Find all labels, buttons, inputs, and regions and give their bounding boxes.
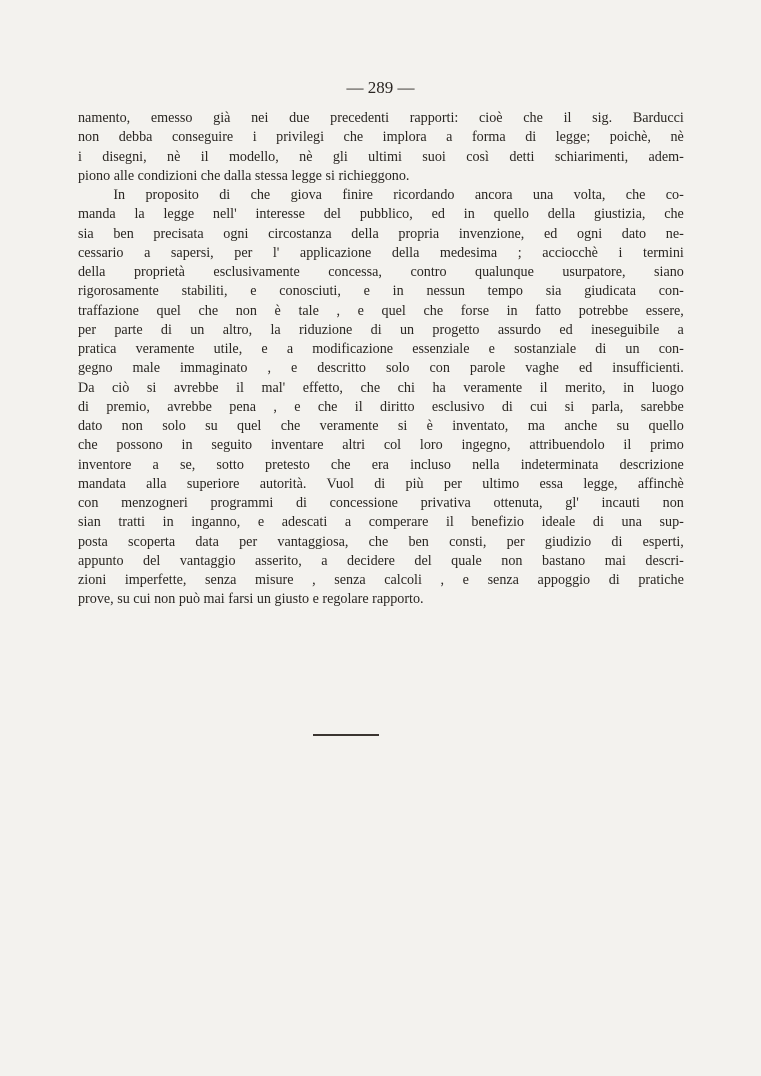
text-line: della proprietà esclusivamente concessa, contro qualunque usurpatore, siano	[78, 263, 684, 280]
text-line: che possono in seguito inventare altri col loro ingegno, attribuendolo il primo	[78, 436, 684, 454]
text-line: per parte di un altro, la riduzione di un progetto assurdo ed ineseguibile a	[78, 320, 684, 338]
text-line: zioni imperfette, senza misure , senza calcoli , e senza appoggio di pratiche	[78, 571, 684, 588]
text-line: posta scoperta data per vantaggiosa, che ben consti, per giudizio di esperti,	[78, 532, 684, 550]
text-line: traffazione quel che non è tale , e quel che forse in fatto potrebbe essere,	[78, 301, 684, 319]
text-line: sian tratti in inganno, e adescati a comperare il benefizio ideale di una sup-	[78, 513, 684, 531]
text-line: non debba conseguire i privilegi che implora a forma di legge; poichè, nè	[78, 128, 684, 146]
text-line: cessario a sapersi, per l' applicazione della medesima ; acciocchè i termini	[78, 243, 684, 261]
paragraph	[78, 108, 684, 185]
text-line: di premio, avrebbe pena , e che il diritto esclusivo di cui si parla, sarebbe	[78, 397, 684, 415]
text-line: inventore a se, sotto pretesto che era incluso nella indeterminata descrizione	[78, 455, 684, 473]
text-line: Da ciò si avrebbe il mal' effetto, che chi ha veramente il merito, in luogo	[78, 378, 684, 396]
text-line: sia ben precisata ogni circostanza della propria invenzione, ed ogni dato ne-	[78, 224, 684, 242]
text-line: prove, su cui non può mai farsi un giusto e regolare rapporto.	[78, 590, 424, 608]
text-line: namento, emesso già nei due precedenti rapporti: cioè che il sig. Barducci	[78, 109, 684, 126]
text-line: rigorosamente stabiliti, e conosciuti, e in nessun tempo sia giudicata con-	[78, 282, 684, 300]
text-line: manda la legge nell' interesse del pubblico, ed in quello della giustizia, che	[78, 205, 684, 223]
text-line: appunto del vantaggio asserito, a decidere del quale non bastano mai descri-	[78, 551, 684, 569]
body-text	[78, 108, 684, 609]
text-line: gegno male immaginato , e descritto solo con parole vaghe ed insufficienti.	[78, 359, 684, 377]
text-line: con menzogneri programmi di concessione privativa ottenuta, gl' incauti non	[78, 494, 684, 511]
text-line: piono alle condizioni che dalla stessa legge si richieggono.	[78, 166, 410, 184]
text-line: pratica veramente utile, e a modificazione essenziale e sostanziale di un con-	[78, 340, 684, 357]
paragraph	[78, 185, 684, 609]
text-line: In proposito di che giova finire ricordando ancora una volta, che co-	[113, 186, 684, 203]
page-number: — 289 —	[346, 78, 415, 97]
text-line: mandata alla superiore autorità. Vuol di più per ultimo essa legge, affinchè	[78, 474, 684, 492]
end-rule-divider	[313, 734, 379, 736]
text-line: i disegni, nè il modello, nè gli ultimi suoi così detti schiarimenti, adem-	[78, 147, 684, 165]
text-line: dato non solo su quel che veramente si è inventato, ma anche su quello	[78, 417, 684, 434]
